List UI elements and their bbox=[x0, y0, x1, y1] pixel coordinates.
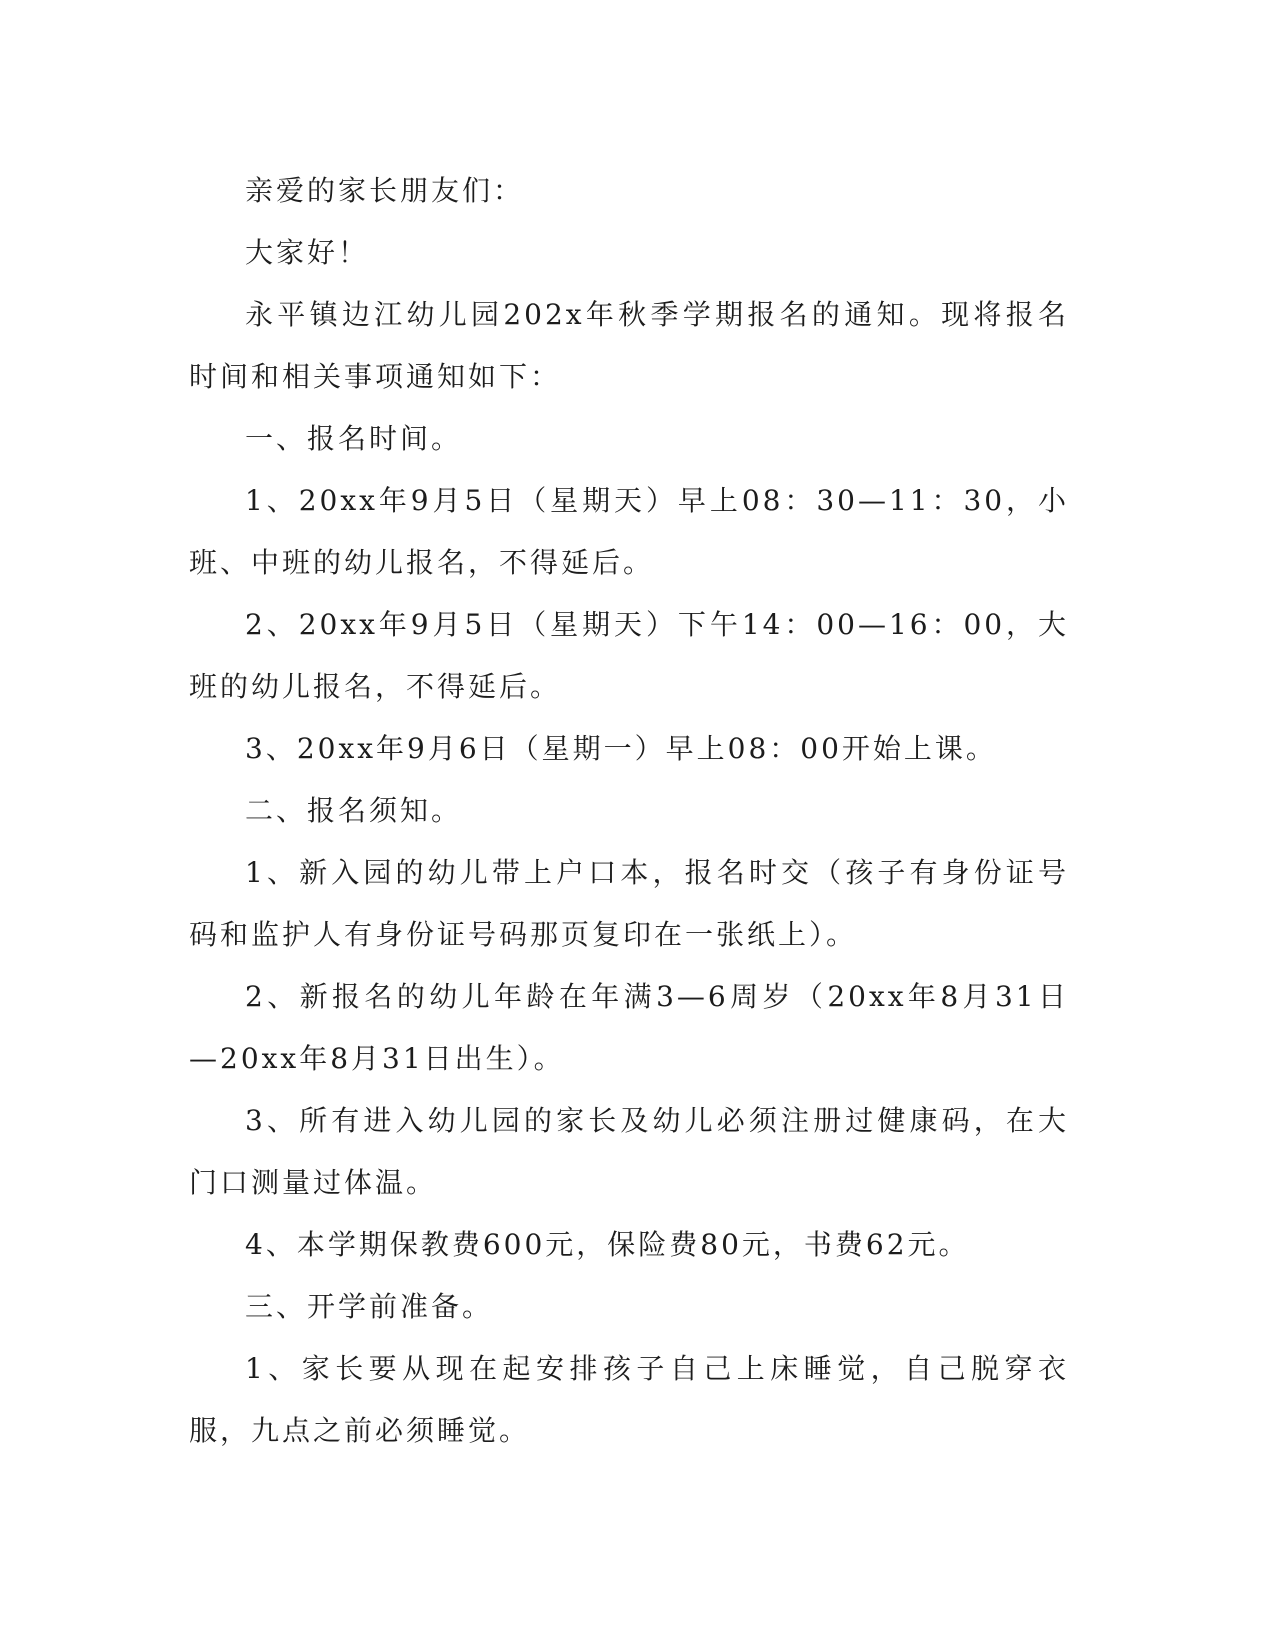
registration-time-item-2: 2、20xx年9月5日（星期天）下午14：00—16：00，大班的幼儿报名，不得延后。 bbox=[189, 608, 1069, 703]
document-body bbox=[189, 160, 1069, 1462]
salutation: 大家好！ bbox=[245, 236, 370, 269]
preparation-item-1: 1、家长要从现在起安排孩子自己上床睡觉，自己脱穿衣服，九点之前必须睡觉。 bbox=[189, 1352, 1069, 1447]
registration-time-item-1: 1、20xx年9月5日（星期天）早上08：30—11：30，小班、中班的幼儿报名，不得延后。 bbox=[189, 484, 1069, 579]
section-heading-registration-time: 一、报名时间。 bbox=[245, 422, 463, 455]
greeting: 亲爱的家长朋友们： bbox=[245, 174, 525, 207]
section-heading-registration-notice: 二、报名须知。 bbox=[245, 794, 463, 827]
registration-notice-item-4: 4、本学期保教费600元，保险费80元，书费62元。 bbox=[245, 1228, 970, 1261]
section-heading-preparation: 三、开学前准备。 bbox=[245, 1290, 494, 1323]
registration-notice-item-2: 2、新报名的幼儿年龄在年满3—6周岁（20xx年8月31日—20xx年8月31日出生）。 bbox=[189, 980, 1069, 1075]
intro-paragraph: 永平镇边江幼儿园202x年秋季学期报名的通知。现将报名时间和相关事项通知如下： bbox=[189, 298, 1069, 393]
registration-time-item-3: 3、20xx年9月6日（星期一）早上08：00开始上课。 bbox=[245, 732, 997, 765]
registration-notice-item-1: 1、新入园的幼儿带上户口本，报名时交（孩子有身份证号码和监护人有身份证号码那页复印在一张纸上）。 bbox=[189, 856, 1069, 951]
registration-notice-item-3: 3、所有进入幼儿园的家长及幼儿必须注册过健康码，在大门口测量过体温。 bbox=[189, 1104, 1069, 1199]
